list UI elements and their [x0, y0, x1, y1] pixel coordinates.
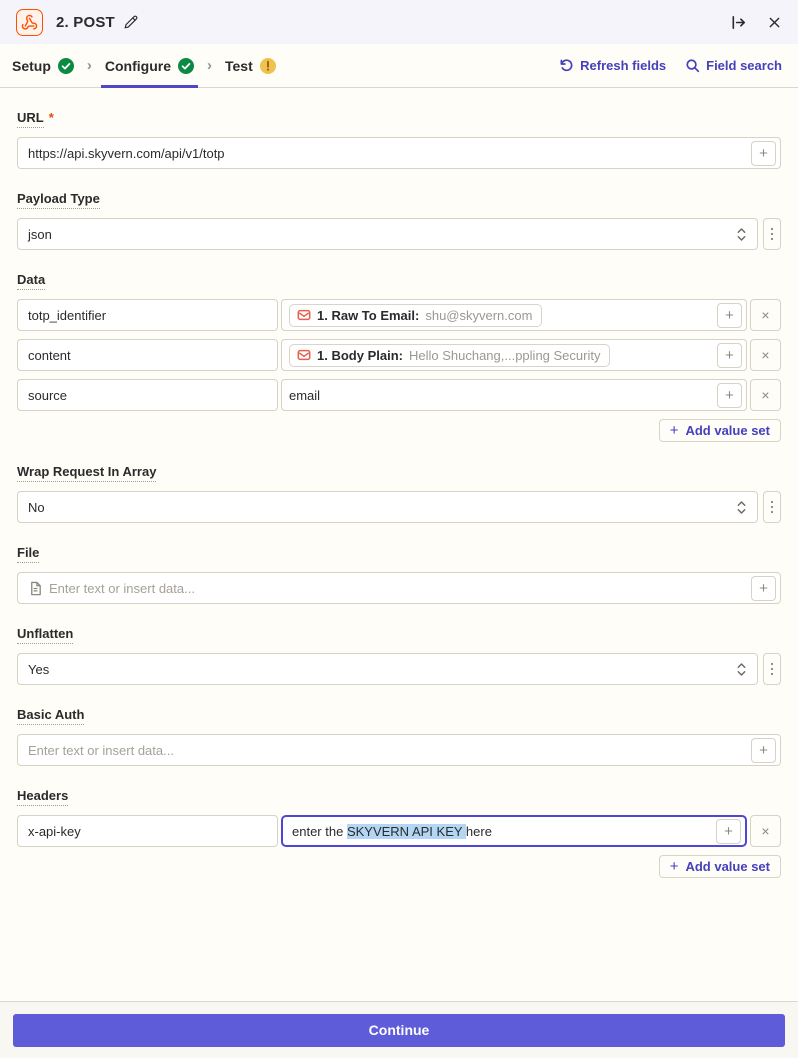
plus-icon: + [759, 144, 768, 162]
payload-type-value: json [28, 226, 52, 242]
footer-bar [0, 1001, 798, 1058]
plus-icon: + [725, 386, 734, 404]
add-value-set-label: Add value set [685, 859, 770, 874]
step-header [0, 0, 798, 44]
step-tabbar [0, 44, 798, 88]
tab-configure-label: Configure [104, 57, 171, 74]
tab-separator: › [86, 57, 92, 74]
plus-icon: + [724, 822, 733, 840]
unflatten-section [17, 626, 781, 685]
data-row [17, 379, 781, 411]
headers-row [17, 815, 781, 847]
pencil-icon [124, 15, 138, 29]
x-icon: × [761, 307, 770, 323]
tab-test-label: Test [225, 57, 253, 74]
data-row-delete-button[interactable] [750, 299, 781, 331]
headers-key-input[interactable] [28, 824, 273, 839]
webhook-icon [21, 14, 38, 31]
stepper-icon [736, 661, 747, 678]
token-value: shu@skyvern.com [425, 307, 533, 323]
payload-type-label: Payload Type [17, 191, 100, 209]
email-icon [297, 308, 311, 322]
payload-type-select[interactable] [17, 218, 758, 250]
plus-icon: + [669, 422, 679, 439]
webhook-app-icon [16, 9, 43, 36]
token-label: 1. Body Plain: [317, 347, 403, 363]
data-row-delete-button[interactable] [750, 339, 781, 371]
data-label: Data [17, 272, 45, 290]
url-field-section [17, 110, 781, 169]
data-value-text: email [289, 387, 321, 403]
plus-icon: + [725, 306, 734, 324]
data-key-input-box [17, 339, 278, 371]
plus-icon: + [759, 579, 768, 597]
document-icon [28, 581, 43, 596]
close-icon [767, 15, 782, 30]
wrap-request-select[interactable] [17, 491, 758, 523]
basic-auth-section [17, 707, 781, 766]
required-mark: * [48, 110, 54, 125]
plus-icon: + [725, 346, 734, 364]
add-value-set-label: Add value set [685, 423, 770, 438]
url-input-box [17, 137, 781, 169]
tab-setup[interactable] [10, 44, 76, 87]
file-label: File [17, 545, 39, 563]
tab-test[interactable] [223, 44, 278, 87]
stepper-icon [736, 499, 747, 516]
data-row [17, 299, 781, 331]
data-value-field[interactable] [281, 299, 747, 331]
data-row-delete-button[interactable] [750, 379, 781, 411]
basic-auth-input-box [17, 734, 781, 766]
data-key-input[interactable] [28, 348, 273, 363]
refresh-icon [559, 58, 574, 73]
field-search-label: Field search [706, 58, 782, 73]
basic-auth-insert-data-button[interactable] [751, 738, 776, 763]
data-key-input-box [17, 379, 278, 411]
close-panel-button[interactable] [767, 15, 782, 30]
bar-arrow-right-icon [730, 14, 747, 31]
data-value-field[interactable] [281, 379, 747, 411]
x-icon: × [761, 387, 770, 403]
tab-configure[interactable] [103, 44, 196, 87]
refresh-fields-button[interactable] [559, 58, 666, 73]
edit-title-button[interactable] [124, 15, 138, 29]
headers-value-text: enter the SKYVERN API KEY here [292, 823, 492, 839]
basic-auth-label: Basic Auth [17, 707, 84, 725]
email-icon [297, 348, 311, 362]
headers-key-input-box [17, 815, 278, 847]
collapse-panel-button[interactable] [730, 14, 747, 31]
url-insert-data-button[interactable] [751, 141, 776, 166]
x-icon: × [761, 347, 770, 363]
plus-icon: + [759, 741, 768, 759]
configure-form [0, 110, 798, 878]
unflatten-label: Unflatten [17, 626, 73, 644]
headers-insert-data-button[interactable] [716, 819, 741, 844]
step-title: 2. POST [56, 13, 115, 31]
data-key-input[interactable] [28, 388, 273, 403]
x-icon: × [761, 823, 770, 839]
data-key-input[interactable] [28, 308, 273, 323]
wrap-request-menu-button[interactable] [763, 491, 781, 523]
selected-text: SKYVERN API KEY [346, 823, 466, 839]
wrap-request-section [17, 464, 781, 523]
exclamation-circle-icon [260, 58, 276, 74]
tab-setup-label: Setup [12, 57, 51, 74]
field-search-button[interactable] [685, 58, 782, 73]
data-insert-data-button[interactable] [717, 343, 742, 368]
stepper-icon [736, 226, 747, 243]
file-input[interactable] [49, 581, 745, 596]
unflatten-value: Yes [28, 661, 50, 677]
plus-icon: + [669, 858, 679, 875]
search-icon [685, 58, 700, 73]
data-add-value-set-button[interactable] [659, 419, 781, 442]
url-input[interactable] [28, 146, 745, 161]
token-value: Hello Shuchang,...ppling Security [408, 347, 601, 363]
unflatten-menu-button[interactable] [763, 653, 781, 685]
data-row [17, 339, 781, 371]
data-insert-data-button[interactable] [717, 303, 742, 328]
wrap-request-value: No [28, 499, 45, 515]
wrap-request-label: Wrap Request In Array [17, 464, 156, 482]
payload-type-menu-button[interactable] [763, 218, 781, 250]
headers-add-value-set-button[interactable] [659, 855, 781, 878]
file-section [17, 545, 781, 604]
token-label: 1. Raw To Email: [317, 307, 420, 323]
file-insert-data-button[interactable] [751, 576, 776, 601]
headers-label: Headers [17, 788, 68, 806]
headers-value-field[interactable] [281, 815, 747, 847]
data-key-input-box [17, 299, 278, 331]
headers-section [17, 788, 781, 878]
continue-button[interactable]: Continue [13, 1014, 785, 1047]
header-actions [730, 14, 782, 31]
mapped-field-token[interactable] [289, 304, 542, 327]
unflatten-select[interactable] [17, 653, 758, 685]
data-value-field[interactable] [281, 339, 747, 371]
refresh-fields-label: Refresh fields [580, 58, 667, 73]
tab-actions [559, 58, 782, 73]
data-section [17, 272, 781, 442]
tab-separator: › [207, 57, 212, 74]
data-insert-data-button[interactable] [717, 383, 742, 408]
payload-type-section [17, 191, 781, 250]
url-label: URL [17, 110, 44, 128]
check-circle-icon [178, 58, 194, 74]
basic-auth-input[interactable] [28, 743, 745, 758]
check-circle-icon [58, 58, 74, 74]
mapped-field-token[interactable] [289, 344, 610, 367]
headers-row-delete-button[interactable] [750, 815, 781, 847]
file-input-box [17, 572, 781, 604]
